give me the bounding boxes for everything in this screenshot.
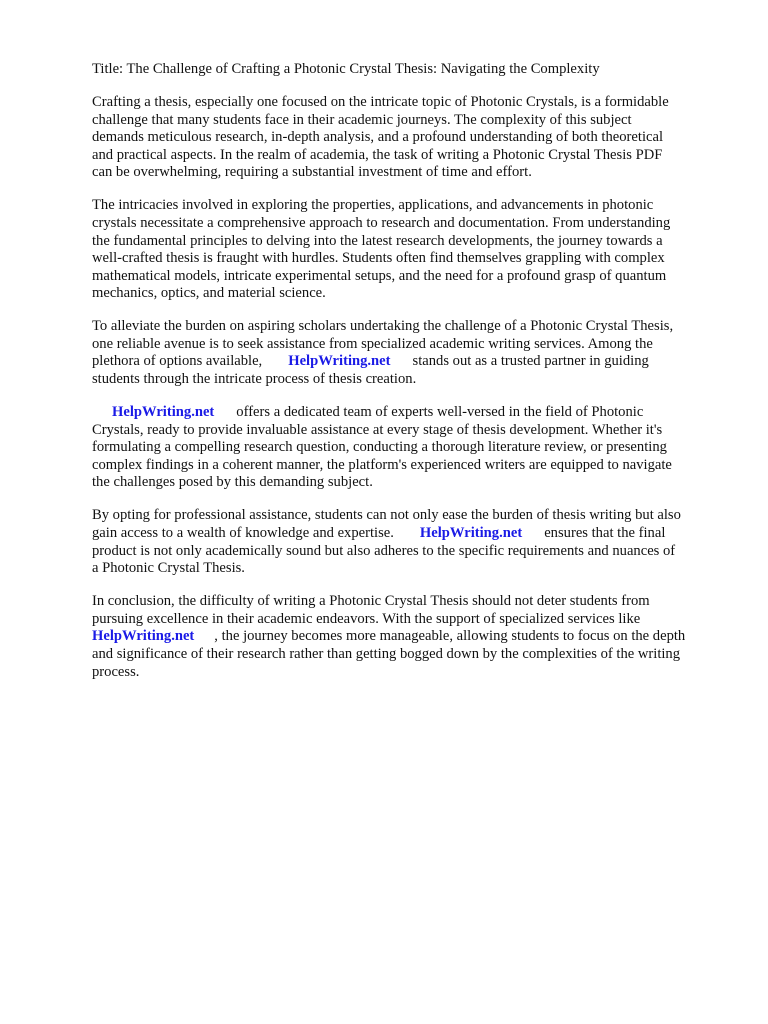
paragraph-line: In conclusion, the difficulty of writing a Photonic Crystal Thesis should not deter students from — [92, 593, 650, 610]
paragraph-line: The intricacies involved in exploring the properties, applications, and advancements in photonic — [92, 197, 654, 214]
paragraph-line: demands meticulous research, in-depth analysis, and a profound understanding of both theoretical — [92, 129, 664, 146]
paragraph-line: mathematical models, intricate experimental setups, and the need for a profound grasp of quantum — [92, 267, 667, 284]
helpwriting-link[interactable]: HelpWriting.net — [92, 628, 195, 645]
document-body — [92, 61, 718, 697]
paragraph-line: By opting for professional assistance, students can not only ease the burden of thesis writing but also — [92, 507, 681, 524]
paragraph-line: product is not only academically sound but also adheres to the specific requirements and nuances of — [92, 542, 676, 559]
paragraph-intricacies — [92, 197, 718, 303]
paragraph-line: process. — [92, 663, 140, 680]
paragraph-line: complex findings in a coherent manner, the platform's experienced writers are equipped to navigate — [92, 456, 672, 473]
paragraph-line: and practical aspects. In the realm of academia, the task of writing a Photonic Crystal Thesis PDF — [92, 146, 663, 163]
paragraph-line: the fundamental principles to delving into the latest research developments, the journey towards a — [92, 232, 663, 249]
paragraph-line: can be overwhelming, requiring a substantial investment of time and effort. — [92, 164, 532, 181]
line-text-after-link: offers a dedicated team of experts well-versed in the field of Photonic — [236, 404, 644, 421]
helpwriting-link[interactable]: HelpWriting.net — [419, 525, 523, 542]
paragraph-team — [92, 404, 718, 492]
paragraph-line-with-link — [92, 404, 718, 422]
paragraph-line-with-link — [92, 628, 718, 646]
paragraph-opting — [92, 507, 718, 577]
line-text-before-link: gain access to a wealth of knowledge and expertise. — [92, 525, 394, 542]
line-text-before-link: plethora of options available, — [92, 353, 263, 370]
line-text-after-link: , the journey becomes more manageable, allowing students to focus on the depth — [214, 628, 686, 645]
helpwriting-link[interactable]: HelpWriting.net — [112, 404, 215, 421]
paragraph-line: students through the intricate process of thesis creation. — [92, 371, 417, 388]
paragraph-line: well-crafted thesis is fraught with hurdles. Students often find themselves grappling with complex — [92, 250, 665, 267]
paragraph-line: the challenges posed by this demanding subject. — [92, 474, 373, 491]
line-text-after-link: stands out as a trusted partner in guiding — [412, 353, 649, 370]
paragraph-conclusion — [92, 593, 718, 681]
paragraph-line: and significance of their research rather than getting bogged down by the complexities of the writing — [92, 645, 681, 662]
paragraph-line: To alleviate the burden on aspiring scholars undertaking the challenge of a Photonic Crystal Thesis, — [92, 318, 674, 335]
paragraph-line: formulating a compelling research question, conducting a thorough literature review, or presenting — [92, 439, 667, 456]
paragraph-intro — [92, 94, 718, 182]
document-title: Title: The Challenge of Crafting a Photonic Crystal Thesis: Navigating the Complexity — [92, 61, 600, 77]
paragraph-alleviate — [92, 318, 718, 388]
paragraph-line: a Photonic Crystal Thesis. — [92, 560, 245, 577]
helpwriting-link[interactable]: HelpWriting.net — [288, 353, 391, 370]
paragraph-line: Crystals, ready to provide invaluable assistance at every stage of thesis development. Whether it's — [92, 421, 663, 438]
paragraph-line: one reliable avenue is to seek assistance from specialized academic writing services. Among the — [92, 335, 653, 352]
paragraph-line: Crafting a thesis, especially one focused on the intricate topic of Photonic Crystals, is a formidable — [92, 93, 669, 110]
paragraph-line: mechanics, optics, and material science. — [92, 285, 326, 302]
line-text-after-link: ensures that the final — [544, 525, 666, 542]
paragraph-line: pursuing excellence in their academic endeavors. With the support of specialized services like — [92, 610, 641, 627]
paragraph-line-with-link — [92, 525, 718, 543]
paragraph-line: challenge that many students face in their academic journeys. The complexity of this subject — [92, 111, 632, 128]
paragraph-line-with-link — [92, 353, 718, 371]
paragraph-line: crystals necessitate a comprehensive approach to research and documentation. From understanding — [92, 214, 671, 231]
